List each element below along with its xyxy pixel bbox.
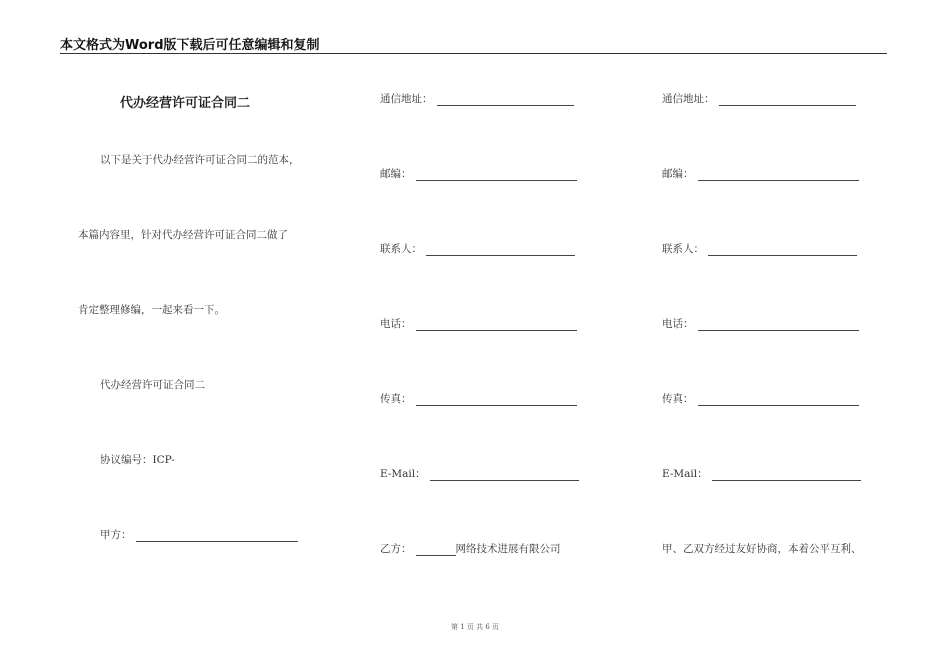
- intro-line-1: 以下是关于代办经营许可证合同二的范本，: [100, 154, 300, 166]
- email-field-b: [380, 467, 579, 481]
- document-title: 代办经营许可证合同二: [120, 96, 251, 111]
- contact-field-b: [380, 242, 575, 256]
- address-label: 通信地址：: [380, 93, 433, 105]
- phone-label: 电话：: [380, 318, 412, 330]
- fax-label: 传真：: [662, 393, 694, 405]
- fax-field-c: [662, 392, 859, 406]
- page-footer: 第 1 页 共 6 页: [450, 623, 500, 631]
- contact-blank[interactable]: [708, 243, 857, 256]
- contact-label: 联系人：: [380, 243, 422, 255]
- agreement-preamble: 甲、乙双方经过友好协商，本着公平互利、: [662, 543, 862, 555]
- postcode-blank[interactable]: [416, 168, 577, 181]
- agreement-number: 协议编号：ICP-: [100, 454, 175, 466]
- email-blank[interactable]: [712, 468, 861, 481]
- column-3: [662, 0, 892, 672]
- party-b-blank[interactable]: [416, 543, 456, 556]
- party-a-field: [100, 528, 298, 542]
- address-blank[interactable]: [719, 93, 856, 106]
- column-2: [380, 0, 590, 672]
- phone-blank[interactable]: [698, 318, 859, 331]
- contact-field-c: [662, 242, 857, 256]
- address-field-b: [380, 92, 574, 106]
- contract-subtitle: 代办经营许可证合同二: [100, 379, 205, 391]
- postcode-blank[interactable]: [698, 168, 859, 181]
- address-field-c: [662, 92, 856, 106]
- email-label: E-Mail：: [380, 468, 426, 480]
- address-label: 通信地址：: [662, 93, 715, 105]
- header-text: 本文格式为Word版下载后可任意编辑和复制: [60, 38, 320, 53]
- intro-line-2: 本篇内容里，针对代办经营许可证合同二做了: [78, 229, 288, 241]
- contact-label: 联系人：: [662, 243, 704, 255]
- postcode-label: 邮编：: [662, 168, 694, 180]
- party-a-label: 甲方：: [100, 529, 132, 541]
- fax-blank[interactable]: [698, 393, 859, 406]
- party-a-blank[interactable]: [136, 529, 298, 542]
- email-field-c: [662, 467, 861, 481]
- party-b-suffix: 网络技术进展有限公司: [455, 543, 561, 555]
- phone-field-b: [380, 317, 577, 331]
- postcode-label: 邮编：: [380, 168, 412, 180]
- phone-blank[interactable]: [416, 318, 577, 331]
- fax-field-b: [380, 392, 577, 406]
- postcode-field-b: [380, 167, 577, 181]
- party-b-field: [380, 542, 561, 556]
- phone-field-c: [662, 317, 859, 331]
- column-1: [0, 0, 340, 672]
- email-blank[interactable]: [430, 468, 579, 481]
- party-b-label: 乙方：: [380, 543, 412, 555]
- contact-blank[interactable]: [426, 243, 575, 256]
- email-label: E-Mail：: [662, 468, 708, 480]
- fax-blank[interactable]: [416, 393, 577, 406]
- address-blank[interactable]: [437, 93, 574, 106]
- phone-label: 电话：: [662, 318, 694, 330]
- intro-line-3: 肯定整理修编，一起来看一下。: [78, 304, 225, 316]
- fax-label: 传真：: [380, 393, 412, 405]
- postcode-field-c: [662, 167, 859, 181]
